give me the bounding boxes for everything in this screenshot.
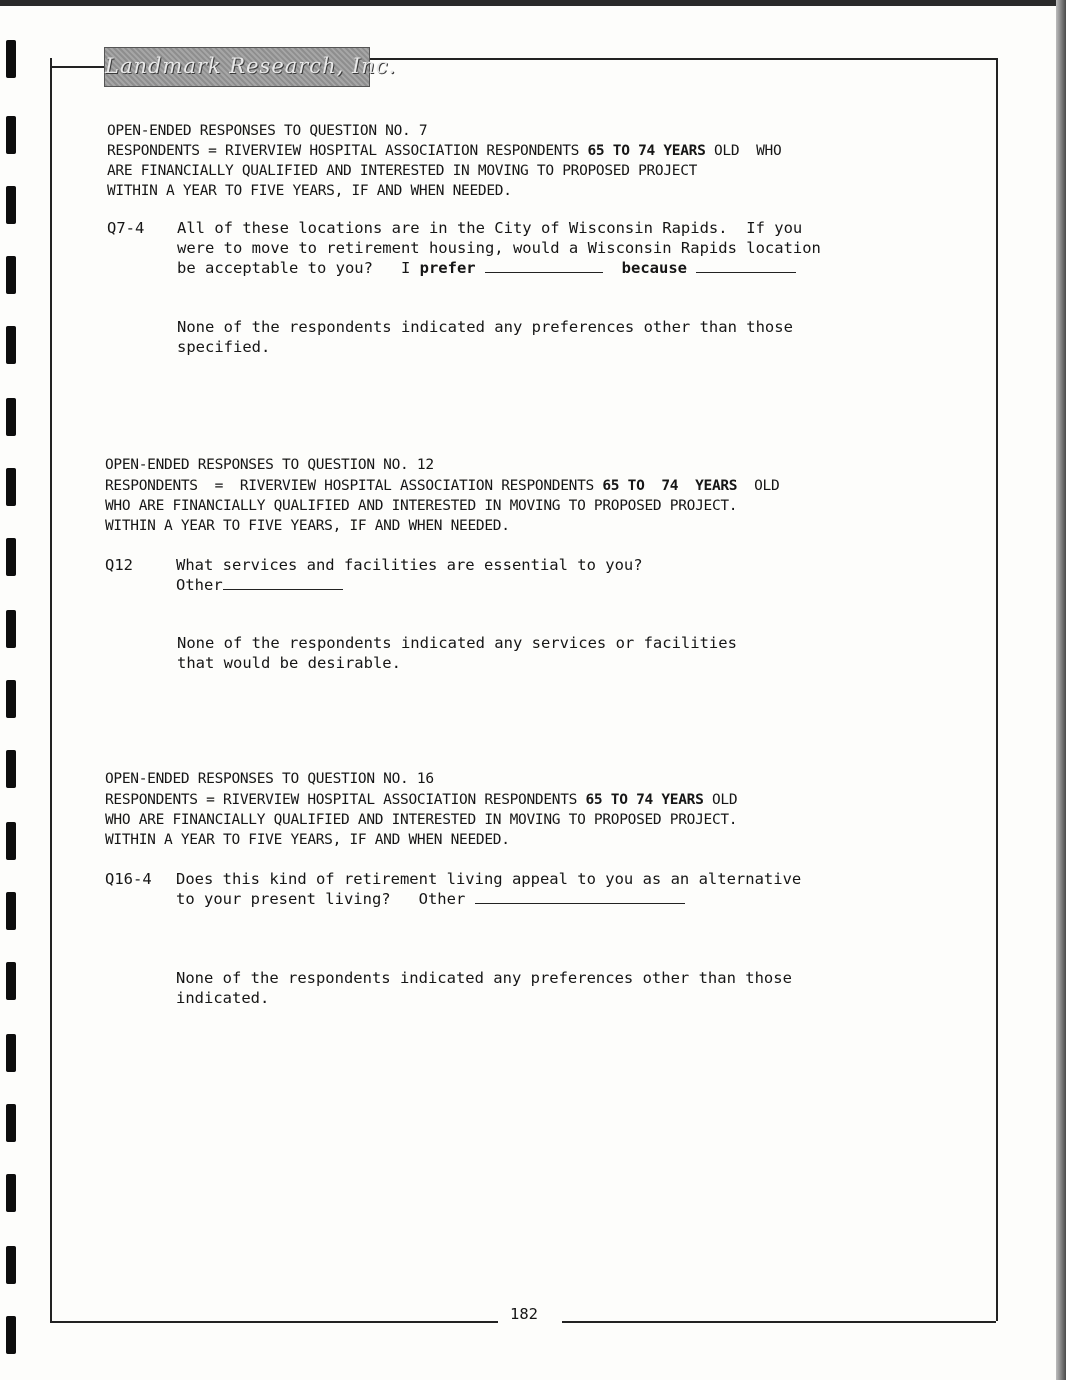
binding-bar [6,962,16,1000]
respondents-text: OLD [737,478,780,494]
respondents-line: WITHIN A YEAR TO FIVE YEARS, IF AND WHEN NEEDED. [107,183,512,199]
question-text: All of these locations are in the City of Wisconsin Rapids. If you [177,219,803,237]
prefer-blank [485,258,603,273]
question-text: What services and facilities are essential to you? [176,556,643,574]
binding-bar [6,610,16,648]
question-text: Other [176,576,223,594]
respondents-text: OLD WHO [705,143,782,159]
binding-bar [6,186,16,224]
binding-bar [6,1034,16,1072]
question-text: to your present living? Other [176,890,475,908]
binding-bar [6,822,16,860]
scan-top-edge [0,0,1066,6]
age-range: 65 TO 74 YEARS [585,792,704,808]
question-text-line [177,258,796,278]
company-logo [104,47,397,87]
binding-bar [6,538,16,576]
age-range: 65 TO 74 YEARS [587,143,706,159]
binding-bar [6,1316,16,1354]
logo-text: Landmark Research, Inc. [105,54,397,78]
binding-bar [6,468,16,506]
respondents-line [107,141,781,161]
respondents-line [105,476,779,496]
respondents-line: WHO ARE FINANCIALLY QUALIFIED AND INTERESTED IN MOVING TO PROPOSED PROJECT. [105,812,738,828]
response-text: None of the respondents indicated any preferences other than those [177,318,793,336]
other-blank [475,889,685,904]
binding-bar [6,750,16,788]
respondents-line: WHO ARE FINANCIALLY QUALIFIED AND INTERESTED IN MOVING TO PROPOSED PROJECT. [105,498,738,514]
respondents-text: OLD [703,792,738,808]
question-text-line [176,575,343,595]
frame-rule [50,1321,498,1323]
respondents-text: RESPONDENTS = RIVERVIEW HOSPITAL ASSOCIATION RESPONDENTS [105,792,586,808]
binding-bar [6,398,16,436]
section-title: OPEN-ENDED RESPONSES TO QUESTION NO. 12 [105,457,434,473]
question-text: Does this kind of retirement living appeal to you as an alternative [176,870,802,888]
scan-right-edge [1056,0,1066,1380]
binding-bar [6,1246,16,1284]
frame-rule [562,1321,996,1323]
respondents-line: WITHIN A YEAR TO FIVE YEARS, IF AND WHEN NEEDED. [105,518,510,534]
binding-bar [6,326,16,364]
binding-bar [6,40,16,78]
response-text: None of the respondents indicated any services or facilities [177,634,737,652]
respondents-text: RESPONDENTS = RIVERVIEW HOSPITAL ASSOCIATION RESPONDENTS [107,143,588,159]
binding-bar [6,116,16,154]
question-text-line [176,889,685,909]
age-range: 65 TO 74 YEARS [602,478,738,494]
respondents-line [105,790,737,810]
because-label: because [621,259,687,277]
response-text: None of the respondents indicated any preferences other than those [176,969,792,987]
prefer-label: prefer [419,259,476,277]
question-text: be acceptable to you? I [177,259,420,277]
question-id: Q12 [105,556,133,574]
frame-rule [50,66,104,68]
question-id: Q16-4 [105,870,152,888]
other-blank [223,575,343,590]
because-blank [696,258,796,273]
response-text: that would be desirable. [177,654,401,672]
section-title: OPEN-ENDED RESPONSES TO QUESTION NO. 7 [107,123,428,139]
response-text: specified. [177,338,271,356]
binding-bar [6,256,16,294]
binding-bar [6,892,16,930]
section-title: OPEN-ENDED RESPONSES TO QUESTION NO. 16 [105,771,434,787]
binding-bar [6,1174,16,1212]
question-text: were to move to retirement housing, would a Wisconsin Rapids location [177,239,821,257]
respondents-line: ARE FINANCIALLY QUALIFIED AND INTERESTED IN MOVING TO PROPOSED PROJECT [107,163,698,179]
question-id: Q7-4 [107,219,145,237]
respondents-line: WITHIN A YEAR TO FIVE YEARS, IF AND WHEN NEEDED. [105,832,510,848]
response-text: indicated. [176,989,270,1007]
frame-rule [370,58,996,60]
binding-bar [6,680,16,718]
page-number: 182 [510,1305,538,1323]
respondents-text: RESPONDENTS = RIVERVIEW HOSPITAL ASSOCIATION RESPONDENTS [105,478,603,494]
binding-bar [6,1104,16,1142]
